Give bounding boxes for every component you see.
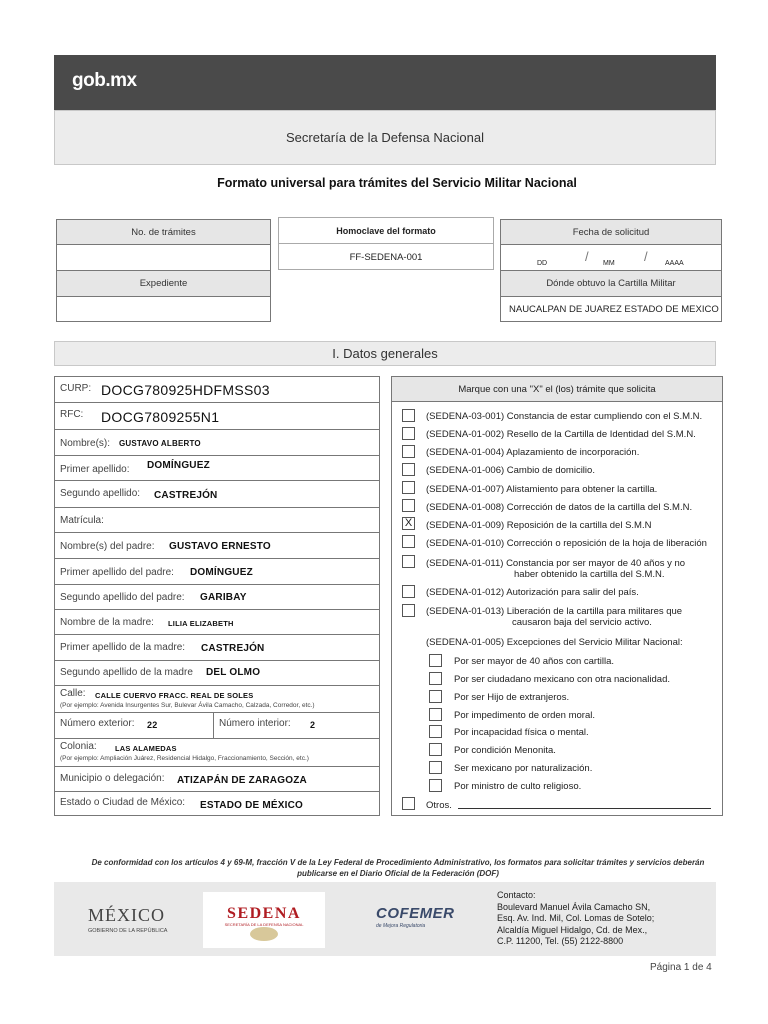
estado-row[interactable]	[55, 792, 379, 816]
excepcion-item: Por ser mayor de 40 años con cartilla.	[454, 656, 614, 667]
checkbox-sedena-01-006[interactable]	[402, 463, 415, 476]
estado-label: Estado o Ciudad de México:	[60, 797, 186, 808]
calle-note: (Por ejemplo: Avenida Insurgentes Sur, Bulevar Ávila Camacho, Calzada, Corredor, etc.)	[60, 702, 315, 709]
segundo-ap-padre-label: Segundo apellido del padre:	[60, 592, 185, 603]
colonia-label: Colonia:	[60, 741, 97, 752]
option-sedena-01-012: (SEDENA-01-012) Autorización para salir del país.	[426, 587, 639, 598]
municipio-label: Municipio o delegación:	[60, 773, 165, 784]
num-ext-field[interactable]	[55, 713, 214, 738]
cofemer-logo: COFEMER	[376, 905, 455, 922]
option-sedena-01-007: (SEDENA-01-007) Alistamiento para obtener la cartilla.	[426, 484, 658, 495]
num-int-field[interactable]	[214, 713, 380, 738]
excepcion-item: Por impedimento de orden moral.	[454, 710, 595, 721]
option-sedena-01-009: (SEDENA-01-009) Reposición de la cartilla del S.M.N	[426, 520, 652, 531]
num-int-value: 2	[310, 720, 316, 730]
checkbox-excepcion[interactable]	[429, 690, 442, 703]
primer-ap-padre-row[interactable]	[55, 559, 379, 585]
otros-input-line[interactable]	[458, 808, 711, 809]
fecha-label: Fecha de solicitud	[500, 219, 722, 245]
checkbox-sedena-01-007[interactable]	[402, 481, 415, 494]
primer-ap-madre-label: Primer apellido de la madre:	[60, 642, 186, 653]
checkbox-sedena-01-008[interactable]	[402, 499, 415, 512]
checkbox-sedena-03-001[interactable]	[402, 409, 415, 422]
curp-value: DOCG780925HDFMSS03	[101, 382, 270, 398]
checkbox-sedena-01-009[interactable]: X	[402, 517, 415, 530]
date-separator: /	[644, 249, 648, 264]
nombres-value: GUSTAVO ALBERTO	[119, 439, 201, 448]
sedena-emblem-icon	[250, 927, 278, 941]
nombres-label: Nombre(s):	[60, 438, 111, 449]
expediente-label: Expediente	[56, 270, 271, 297]
homoclave-box	[278, 217, 494, 270]
matricula-row[interactable]	[55, 508, 379, 533]
option-sedena-01-011-cont: haber obtenido la cartilla del S.M.N.	[514, 569, 665, 580]
contact-line: Esq. Av. Ind. Mil, Col. Lomas de Sotelo;	[497, 913, 655, 923]
primer-ap-madre-value: CASTREJÓN	[201, 643, 265, 654]
no-tramites-label: No. de trámites	[56, 219, 271, 245]
colonia-row[interactable]	[55, 739, 379, 767]
calle-row[interactable]	[55, 686, 379, 713]
segundo-apellido-label: Segundo apellido:	[60, 488, 141, 499]
segundo-ap-padre-value: GARIBAY	[200, 592, 247, 603]
primer-ap-madre-row[interactable]	[55, 635, 379, 661]
contact-line: Boulevard Manuel Ávila Camacho SN,	[497, 901, 651, 912]
primer-ap-padre-value: DOMÍNGUEZ	[190, 567, 253, 578]
agency-subtitle: Secretaría de la Defensa Nacional	[54, 110, 716, 165]
no-tramites-field[interactable]	[56, 244, 271, 271]
segundo-ap-madre-label: Segundo apellido de la madre	[60, 667, 193, 678]
excepcion-item: Por incapacidad física o mental.	[454, 727, 589, 738]
segundo-ap-madre-value: DEL OLMO	[206, 667, 261, 678]
section-datos-generales: I. Datos generales	[54, 341, 716, 366]
contact-info	[497, 890, 654, 948]
sedena-logo: SEDENA	[227, 905, 301, 922]
checkbox-otros[interactable]	[402, 797, 415, 810]
fecha-dd: DD	[537, 260, 548, 267]
excepcion-item: Por ministro de culto religioso.	[454, 781, 582, 792]
checkbox-excepcion[interactable]	[429, 761, 442, 774]
option-sedena-01-002: (SEDENA-01-002) Resello de la Cartilla de Identidad del S.M.N.	[426, 429, 696, 440]
estado-value: ESTADO DE MÉXICO	[200, 800, 304, 811]
expediente-field[interactable]	[56, 296, 271, 322]
colonia-note: (Por ejemplo: Ampliación Juárez, Residencial Hidalgo, Fraccionamiento, Sección, etc.)	[60, 755, 309, 762]
footnote-line1: De conformidad con los artículos 4 y 69-M, fracción V de la Ley Federal de Procedimiento Administrativo, los formatos para solicitar trámites y servicios deberán	[91, 858, 705, 867]
excepcion-item: Por ser Hijo de extranjeros.	[454, 692, 570, 703]
option-sedena-01-004: (SEDENA-01-004) Aplazamiento de incorporación.	[426, 447, 640, 458]
mexico-logo: MÉXICO	[88, 905, 165, 925]
curp-row[interactable]	[55, 377, 379, 403]
option-sedena-03-001: (SEDENA-03-001) Constancia de estar cumpliendo con el S.M.N.	[426, 411, 703, 422]
segundo-ap-padre-row[interactable]	[55, 585, 379, 610]
otros-label: Otros.	[426, 800, 452, 811]
option-sedena-01-013-cont: causaron baja del servicio activo.	[512, 617, 652, 628]
colonia-value: LAS ALAMEDAS	[115, 744, 177, 753]
checkbox-excepcion[interactable]	[429, 672, 442, 685]
gobmx-logo[interactable]: gob.mx	[72, 70, 137, 91]
donde-field[interactable]: NAUCALPAN DE JUAREZ ESTADO DE MEXICO	[500, 296, 722, 322]
calle-label: Calle:	[60, 688, 86, 699]
checkbox-excepcion[interactable]	[429, 779, 442, 792]
homoclave-value: FF-SEDENA-001	[349, 251, 423, 263]
option-sedena-01-011: (SEDENA-01-011) Constancia por ser mayor de 40 años y no	[426, 558, 686, 569]
nombre-padre-row[interactable]	[55, 533, 379, 559]
primer-ap-padre-label: Primer apellido del padre:	[60, 567, 174, 578]
municipio-value: ATIZAPÁN DE ZARAGOZA	[177, 775, 307, 786]
legal-footnote	[40, 857, 756, 879]
calle-value: CALLE CUERVO FRACC. REAL DE SOLES	[95, 691, 254, 700]
cofemer-logo-sub: de Mejora Regulatoria	[376, 923, 426, 929]
num-ext-value: 22	[147, 720, 158, 730]
municipio-row[interactable]	[55, 767, 379, 792]
segundo-apellido-value: CASTREJÓN	[154, 490, 218, 501]
tramites-panel	[391, 376, 723, 816]
num-int-label: Número interior:	[219, 718, 291, 729]
segundo-ap-madre-row[interactable]	[55, 661, 379, 686]
rfc-label: RFC:	[60, 409, 84, 420]
checkbox-sedena-01-012[interactable]	[402, 585, 415, 598]
checkbox-sedena-01-010[interactable]	[402, 535, 415, 548]
rfc-row[interactable]	[55, 403, 379, 430]
nombre-padre-label: Nombre(s) del padre:	[60, 541, 155, 552]
primer-apellido-value: DOMÍNGUEZ	[147, 460, 210, 471]
page-number: Página 1 de 4	[650, 962, 712, 973]
contact-line: C.P. 11200, Tel. (55) 2122-8800	[497, 936, 624, 946]
option-sedena-01-010: (SEDENA-01-010) Corrección o reposición de la hoja de liberación	[426, 538, 707, 549]
option-sedena-01-008: (SEDENA-01-008) Corrección de datos de la cartilla del S.M.N.	[426, 502, 693, 513]
nombre-padre-value: GUSTAVO ERNESTO	[169, 541, 271, 552]
matricula-label: Matrícula:	[60, 515, 104, 526]
date-separator: /	[585, 249, 589, 264]
option-sedena-01-006: (SEDENA-01-006) Cambio de domicilio.	[426, 465, 595, 476]
checkbox-sedena-01-002[interactable]	[402, 427, 415, 440]
datos-generales-panel	[54, 376, 380, 816]
header-bar	[54, 55, 716, 110]
option-sedena-01-013: (SEDENA-01-013) Liberación de la cartilla para militares que	[426, 606, 683, 617]
checkbox-excepcion[interactable]	[429, 708, 442, 721]
curp-label: CURP:	[60, 383, 92, 394]
form-title: Formato universal para trámites del Servicio Militar Nacional	[217, 176, 577, 190]
numero-row	[55, 713, 379, 739]
checkbox-excepcion[interactable]	[429, 654, 442, 667]
nombre-madre-value: LILIA ELIZABETH	[168, 619, 234, 628]
contact-title: Contacto:	[497, 890, 536, 900]
checkbox-sedena-01-004[interactable]	[402, 445, 415, 458]
contact-line: Alcaldía Miguel Hidalgo, Cd. de Mex.,	[497, 924, 648, 935]
mexico-logo-sub: GOBIERNO DE LA REPÚBLICA	[88, 928, 168, 934]
primer-apellido-row[interactable]	[55, 456, 379, 481]
segundo-apellido-row[interactable]	[55, 481, 379, 508]
tramites-header: Marque con una "X" el (los) trámite que solicita	[392, 377, 722, 402]
donde-label: Dónde obtuvo la Cartilla Militar	[500, 270, 722, 297]
sedena-logo-sub: SECRETARÍA DE LA DEFENSA NACIONAL	[224, 922, 304, 927]
checkbox-excepcion[interactable]	[429, 725, 442, 738]
fecha-aaaa: AAAA	[665, 260, 684, 267]
checkbox-sedena-01-011[interactable]	[402, 555, 415, 568]
nombre-madre-row[interactable]	[55, 610, 379, 635]
fecha-mm: MM	[603, 260, 615, 267]
fecha-field[interactable]	[500, 244, 722, 271]
excepcion-item: Ser mexicano por naturalización.	[454, 763, 593, 774]
homoclave-label: Homoclave del formato	[279, 218, 493, 244]
footnote-line2: publicarse en el Diario Oficial de la Federación (DOF)	[297, 869, 499, 878]
checkbox-sedena-01-013[interactable]	[402, 604, 415, 617]
nombre-madre-label: Nombre de la madre:	[60, 617, 154, 628]
rfc-value: DOCG7809255N1	[101, 409, 220, 425]
checkbox-excepcion[interactable]	[429, 743, 442, 756]
excepcion-item: Por condición Menonita.	[454, 745, 556, 756]
num-ext-label: Número exterior:	[60, 718, 135, 729]
excepciones-title: (SEDENA-01-005) Excepciones del Servicio Militar Nacional:	[426, 637, 683, 648]
nombres-row[interactable]	[55, 430, 379, 456]
primer-apellido-label: Primer apellido:	[60, 464, 130, 475]
excepcion-item: Por ser ciudadano mexicano con otra nacionalidad.	[454, 674, 670, 685]
